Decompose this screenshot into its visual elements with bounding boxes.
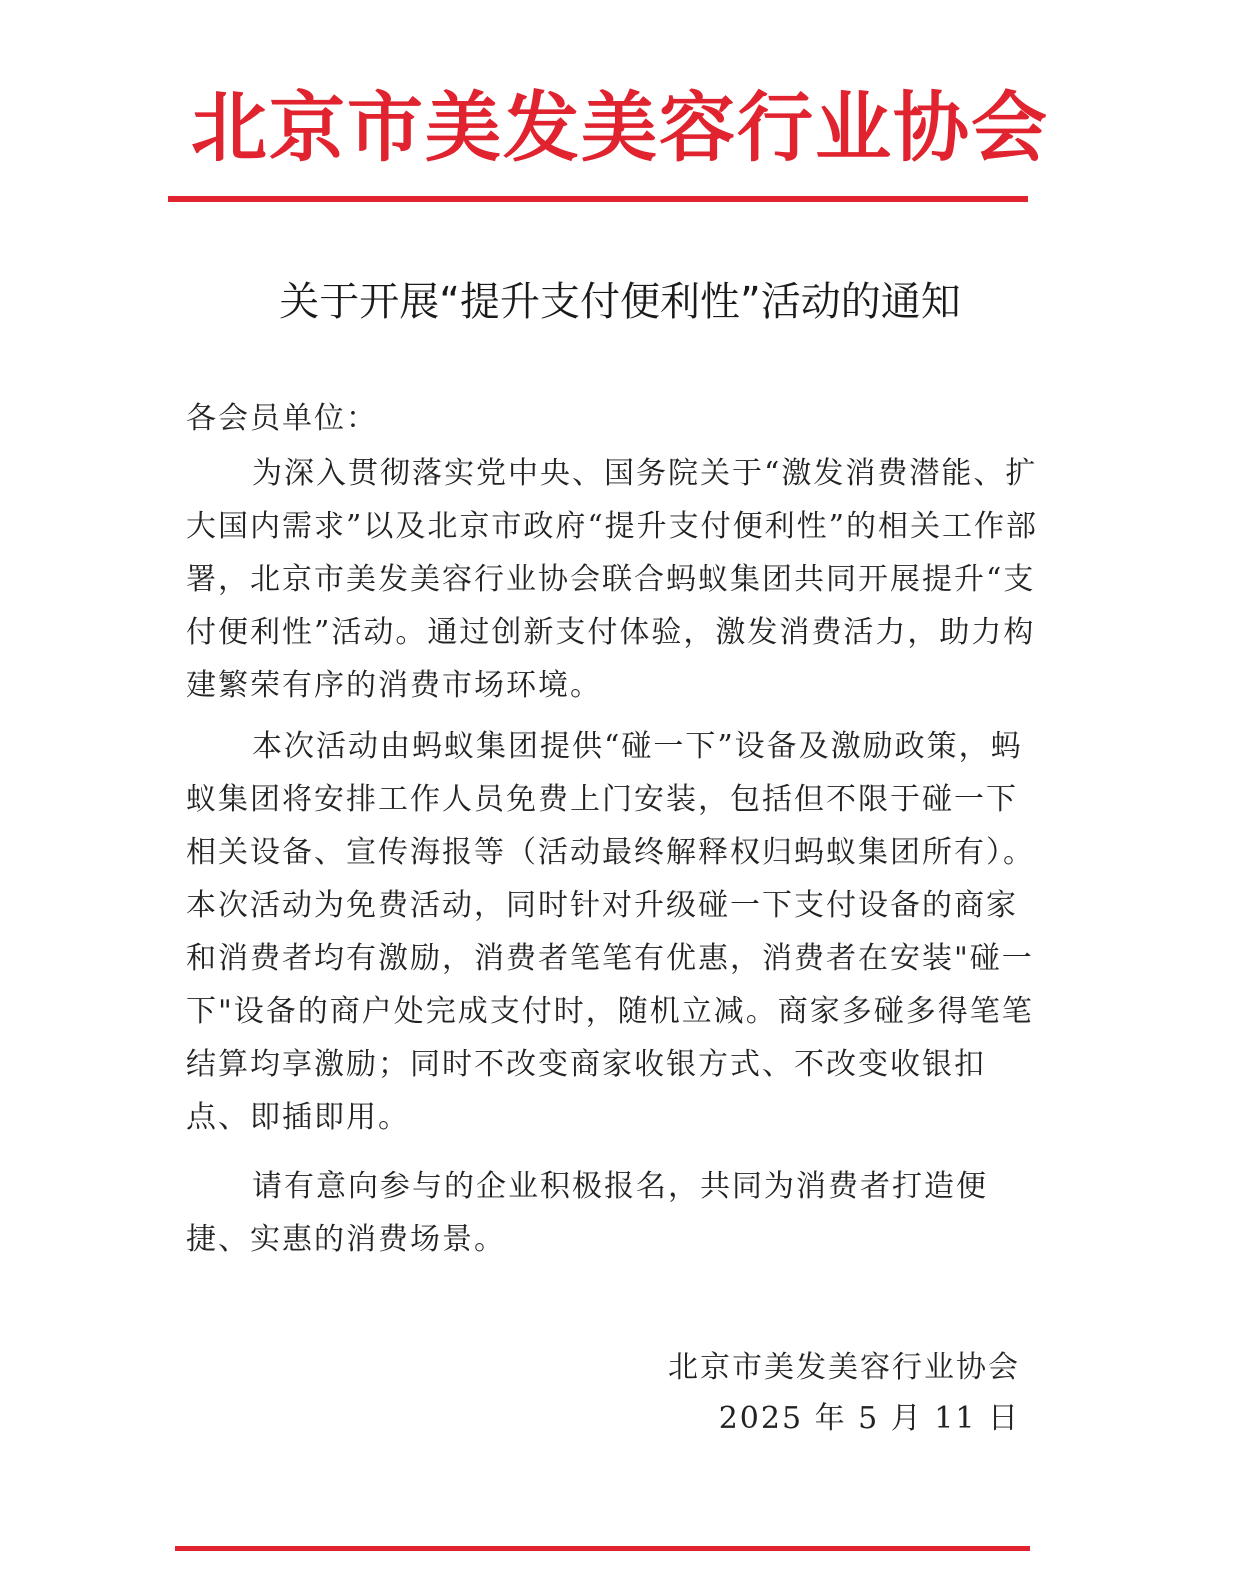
notice-title: 关于开展“提升支付便利性”活动的通知 xyxy=(279,279,961,325)
body-paragraph-1: 为深入贯彻落实党中央、国务院关于“激发消费潜能、扩大国内需求”以及北京市政府“提升支付便利性”的相关工作部署，北京市美发美容行业协会联合蚂蚁集团共同开展提升“支付便利性”活动。通过创新支付体验，激发消费活力，助力构建繁荣有序的消费市场环境。 xyxy=(186,456,1039,703)
signature-date: 2025 年 5 月 11 日 xyxy=(718,1401,1020,1436)
salutation: 各会员单位： xyxy=(186,401,378,436)
letterhead-title: 北京市美发美容行业协会 xyxy=(191,83,1049,172)
body-paragraph-2: 本次活动由蚂蚁集团提供“碰一下”设备及激励政策，蚂蚁集团将安排工作人员免费上门安装，包括但不限于碰一下相关设备、宣传海报等（活动最终解释权归蚂蚁集团所有）。本次活动为免费活动，同时针对升级碰一下支付设备的商家和消费者均有激励，消费者笔笔有优惠，消费者在安装"碰一下"设备的商户处完成支付时，随机立减。商家多碰多得笔笔结算均享激励；同时不改变商家收银方式、不改变收银扣点、即插即用。 xyxy=(186,729,1035,1135)
footer-bottom-rule xyxy=(175,1546,1030,1551)
letterhead-top-rule xyxy=(168,196,1028,202)
body-paragraph-3: 请有意向参与的企业积极报名，共同为消费者打造便捷、实惠的消费场景。 xyxy=(186,1169,988,1257)
signature-organization: 北京市美发美容行业协会 xyxy=(668,1350,1020,1385)
